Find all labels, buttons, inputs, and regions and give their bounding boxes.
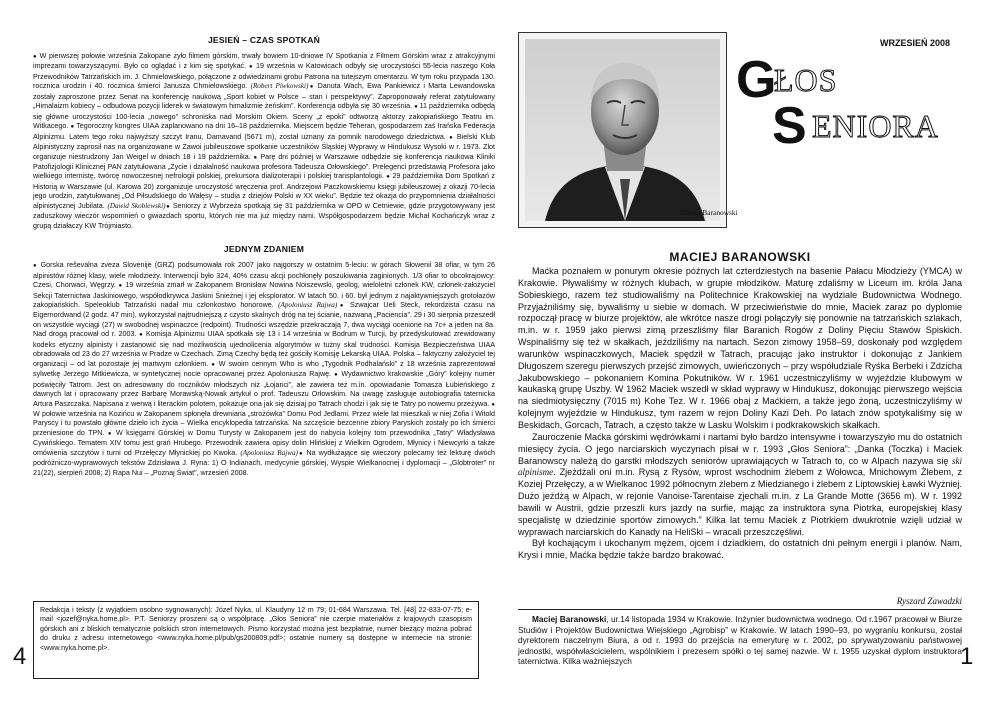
author-signature: (Robert Piwkowski) xyxy=(250,82,309,91)
news-item: Danuta Wach, Ewa Pankiewicz i Marta Lewandowska zostały zaproszone przez Senat na konferencję naukową „Sport kobiet w Polsce – stan i perspektywy”. Zaproponowały referat zatytułowany „Himalaizm kobiecy – odbudowa pozycji liderek w światowym himalizmie żeńskim”. Konferencja odbyła się 30 września. xyxy=(33,82,495,111)
bullet-icon: ● xyxy=(308,84,318,91)
news-item: W swoim cennym Who is who „Tygodnik Podhalański” z 18 września zaprezentował sylwetkę Jerzego Mitkiewicza, w syntetycznej nocie opracowanej przez Apoloniusza Rajwę. xyxy=(33,359,496,379)
bullet-icon: ● xyxy=(386,174,393,181)
masthead-rest-losu: ŁOS xyxy=(774,62,838,98)
masthead-rest-eniora: ENIORA xyxy=(812,108,939,144)
portrait-photo-frame xyxy=(518,32,727,228)
bio-text: , ur.14 listopada 1934 w Krakowie. Inżynier budownictwa wodnego. Od r.1967 pracował w Biurze Studiów i Projektów Budownictwa Wiejskiego „Agrobisp” w Krakowie. W latach 1990–93, po wygraniu konkursu, został dyrektorem naczelnym Biura, a od r. 1993 do przejścia na emeryturę w r. 2002, po sprywatyzowaniu państwowej jednostki, współwłaścicielem, wspólnikiem i prezesem spółki o tej samej nazwie. W r. 1955 uzyskał dyplom instruktora taternictwa. Kilka ważniejszych xyxy=(518,614,962,667)
article-title: MACIEJ BARANOWSKI xyxy=(669,250,811,264)
news-item: Na wydłużające się wieczory polecamy też lekturę dwóch podróżniczo-wyprawowych tekstów Zdzisława J. Ryna: 1) O Indianach, medycynie górskiej, Wyspie Wielkanocnej i dyplomacji – „Globtroter” nr 21(22), sierpień 2008; 2) Rapa Nui – „Poznaj Świat”, wrzesień 2008. xyxy=(33,448,495,477)
bullet-icon: ● xyxy=(491,401,495,408)
bullet-icon: ● xyxy=(211,361,219,368)
section-body-jednym-zdaniem xyxy=(33,261,495,478)
photo-caption: Maciej Baranowski xyxy=(680,208,738,217)
section-title-jednym-zdaniem: JEDNYM ZDANIEM xyxy=(223,244,305,255)
page-number-right: 1 xyxy=(960,643,974,670)
masthead-initial-g: G xyxy=(736,51,777,109)
bio-paragraph xyxy=(518,614,962,667)
article-body xyxy=(518,266,962,562)
page-number-left: 4 xyxy=(13,643,27,670)
news-item: Parę dni później w Warszawie odbędzie się konferencja naukowa Kliniki Patofizjologii Klinicznej PAN zatytułowana „Życie i działalność naukowa profesora Tadeusza Orłowskiego”. Prelegenci przedstawią Profesora jako wielkiego internistę, twórcę nowoczesnej nefrologii polskiej, prekursora dializoterapii i polskiej transplantologii. xyxy=(33,152,495,181)
section-title-jesien: JESIEŃ – CZAS SPOTKAŃ xyxy=(207,35,321,45)
bullet-icon: ● xyxy=(449,134,457,141)
author-signature: (Apoloniusz Rajwa) xyxy=(278,300,338,309)
news-item: 29 października Dom Spotkań z Historią w Warszawie (ul. Karowa 20) zorganizuje uroczystość wręczenia prof. Andrzejowi Paczkowskiemu księgi jubileuszowej z okazji 70-lecia jego urodzin, zatytułowanej „Od Piłsudskiego do Wałęsy – studia z dziejów Polski w XX wieku”. Będzie też okazja do przypomnienia działalności alpinistycznej Jubilata. xyxy=(33,172,495,210)
bullet-icon: ● xyxy=(297,450,307,457)
bio-divider xyxy=(518,609,962,610)
issue-date: WRZESIEŃ 2008 xyxy=(880,38,951,48)
news-item: Gorska reševalna zveza Slovenije (GRZ) podsumowała rok 2007 jako najgorszy w ostatnim 5-leciu: w górach Słowenii 38 ofiar, w tym 26 alpinistów różnej klasy, wiele młodzieży. Interwencji było 324, 40% czasu akcji pochłonęły poszukiwania zaginionych. 1/3 ofiar to obcokrajowcy: Czesi, Chorwaci, Węgrzy. xyxy=(33,261,495,290)
masthead-initial-s: S xyxy=(772,97,807,155)
news-item: Tegoroczny kongres UIAA zaplanowano na dni 16–18 października. Miejscem będzie Teheran, gospodarzem zaś Irańska Federacja Alpinizmu. Latem tego roku najwyższy szczyt Iranu, Damavand (5671 m), został uznany za pomnik narodowego dziedzictwa. xyxy=(33,122,495,141)
news-item: W księgarni Górskiej w Domu Turysty w Zakopanem jest do nabycia kolejny tom przewodnika „Tatry” Władysława Cywińskiego. Tematem XIV tomu jest grań Hrubego. Przewodnik zawiera opisy dolin Hlińskiej z Wielkim Ogrodem, Młynicy i Niewcyrki a także omówienia szczytów i turni od Przełęczy Młynickiej po Kwoka. xyxy=(33,428,495,457)
author-signature: (Dawid Skoblewski) xyxy=(107,201,166,210)
news-item: 19 września w Katowicach odbyły się uroczystości 55-lecia naszego Koła Przewodników Tatrzańskich im. J. Chmielowskiego, połączone z odwiedzinami grobu Patrona na tutejszym cmentarzu. W tym roku przypada 130. rocznica urodzin i 40. rocznica śmierci Janusza Chmielowskiego. xyxy=(33,62,495,91)
bullet-icon: ● xyxy=(337,302,350,309)
news-item: Seniorzy z Wybrzeża spotkają się 31 października w OPO w Cetniewie, gdzie przygotowywany jest zaduszkowy wieczór wspomnień o gwiazdach sportu, których nie ma już między nami. Współgospodarzem będzie Michał Kochańczyk wraz z grupą działaczy KW Trójmiasto. xyxy=(33,201,495,230)
bio-name: Maciej Baranowski xyxy=(532,614,607,624)
article-paragraph-2-end: . Zjeżdżali oni m.in. Rysą z Rysów, wprost wschodnim żlebem z Wołowca, Mnichowym Żlebem, z Koziej Przełęczy, a w Wielkanoc 1992 północnym żlebem z Miedzianego i żlebem z Liptowskiej Ławki Wyżniej. Dużo jeżdżą w Alpach, w rejonie Vanoise-Tarentaise zjechali m.in. z La Grande Motte (3656 m). W r. 1992 bawili w Austrii, gdzie przeszli kurs jazdy na surfie, mając za instruktora syna Piotrka, europejskiej klasy specjalistę w dziedzinie sportów zimowych.” Kilka lat temu Maciek z Piotrkiem dwukrotnie wzięli udział w wyprawach narciarskich do Kanady na HeliSki – wracali przeszczęśliwi. xyxy=(518,467,962,537)
article-paragraph-2-start: Zauroczenie Maćka górskimi wędrówkami i nartami było bardzo intensywne i towarzyszyło mu do ostatnich miesięcy życia. O jego narciarskich wyczynach pisał w r. 1993 „Głos Seniora”: „Danka (Toczka) i Maciek Baranowscy należą do garstki młodszych seniorów uprawiających w Tatrach to, co w Alpach nazywa się xyxy=(518,431,962,466)
news-item: Komisja Alpinizmu UIAA spotkała się 13 i 14 września w Bodrum w Turcji, by przedyskutować zrewidowany kodeks etyczny alpinisty i zastanowić się nad możliwością ujednolicenia algorytmów w tużny skal trudności. Komisja Bezpieczeństwa UIAA obradowała od 23 do 27 września w Pradze w Czechach. Zimą Czechy będą też gościły Komisję Lekarską UIAA. Polska – faktyczny założyciel tej organizacji – od lat pozostaje jej martwym członkiem. xyxy=(33,330,496,368)
article-paragraph-3: Był kochającym i ukochanym mężem, ojcem i dziadkiem, do ostatnich dni pełnym energii i planów. Nam, Krysi i mnie, Maćka będzie także bardzo brakować. xyxy=(518,538,962,561)
news-item: Wydawnictwo krakowskie „Góry” kolejny numer poświęciły Tatrom. Jest on adresowany do roczników młodszych niż „Łojanci”, ale zawiera też m.in. opowiadanie Tomasza Łubieńskiego z dawnych lat i opracowany przez Barbarę Morawską-Nowak artykuł o prof. Tadeuszu Orłowskim. Na uwagę zasługuje autobiografia taternicka Artura Paszczaka. Napisana z werwą i literackim polotem, pokazuje ona jak się dzisiaj po Tatrach chodzi i jak się te Tatry po nowemu przeżywa. xyxy=(33,370,495,408)
portrait-photo xyxy=(525,39,720,221)
editorial-footer-box: Redakcja i teksty (z wyjątkiem osobno sygnowanych): Józef Nyka, ul. Klaudyny 12 m 79; 01-684 Warszawa. Tel. [48] 22-833-07-75; e-mail <jozef@nyka.home.pl>. P.T. Seniorzy proszeni są o współpracę. „Głos Seniora” nie czerpie materiałów z krajowych czasopism górskich ani z bliskich tematycznie polskich stron internetowych. Pismo korzystać można jest bezpłatnie, numer bieżący można pobrać do druku z adresu internetowego <www.nyka.home.pl/pub/gs200809.pdf>; ostatnie numery są dostępne w internecie na stronie: <www.nyka.home.pl>. xyxy=(33,601,479,679)
bullet-icon: ● xyxy=(139,332,146,339)
article-paragraph-2 xyxy=(518,432,962,539)
article-paragraph-1: Maćka poznałem w ponurym okresie późnych lat czterdziestych na basenie Pałacu Młodzieży (YMCA) w Krakowie. Pływaliśmy w różnych klubach, w grupie młodzików. Maturę zdaliśmy w Liceum im. króla Jana Sobieskiego, razem też studiowaliśmy na Politechnice Krakowskiej na wydziale Budownictwa Wodnego. Przyjaźniliśmy się, bywaliśmy u siebie w domach. W przeciwieństwie do mnie, Maciek zaraz po dyplomie rozpoczął pracę w biurze projektów, ale wkrótce nasze drogi połączyły się ponownie na tatrzańskich szlakach, m.in. w r. 1959 jako pierwsi zimą przeszliśmy filar Baranich Rogów z Doliny Pięciu Stawów Spiskich. Wspinaliśmy się też w skałkach, jeździliśmy na nartach. Sezon zimowy 1958–59, doskonały pod względem warunków wspinaczkowych, Maciek spędził w Tatrach, pracując jako instruktor i dokonując z Jankiem Długoszem szeregu pierwszych przejść zimowych, uwieńczonych – przy współudziale Ryśka Berbeki i Zdzicha Jakubowskiego – pokonaniem Komina Pokutników. W r. 1961 uczestniczyliśmy w wyjeździe klubowym w kaukaską grupę Uszby. W 1962 Maciek wszedł w skład wyprawy w Hindukusz, dokonując pierwszego wejścia na siedmiotysięczny (7015 m) Kohe Tez. W r. 1966 obaj z Maćkiem, a także jego żoną, uczestniczyliśmy w kolejnym wyjeździe w Hindukusz, tym razem w rejon Doliny Kazi Deh. Po latach znów spotykaliśmy się w Beskidach, Gorcach, Tatrach, a często także w Lasku Wolskim i podkrakowskich skałkach. xyxy=(518,266,962,430)
news-item: Szwajcar Ueli Steck, rekordzista czasu na Eigernordwand (2 godz. 47 min), wykorzystał najtrudniejszą z czysto skalnych dróg na tej ścianie, nazwaną „Paciencia”. 29 i 30 sierpnia przeszedł on wszystkie wyciągi (27) w swobodnej wspinaczce (redpoint). Trudności wszędzie przekraczają 7, dwa wyciągi ocenione na 7c+ a jeden na 8a. Nad drogą pracował od r. 2003. xyxy=(33,300,496,339)
author-signature: (Apoloniusz Rajwa) xyxy=(240,448,298,457)
news-item: W pierwszej połowie września Zakopane żyło filmem górskim, trwały bowiem 10-dniowe IV Spotkania z Filmem Górskim wraz z atrakcyjnymi imprezami towarzyszącymi. Było co oglądać i z kim się spotykać. xyxy=(33,52,495,71)
section-body-jesien xyxy=(33,52,495,231)
news-item: 19 września zmarł w Zakopanem Bronisław Nowina Noiszewski, geolog, wieloletni członek KW, członek-założyciel Sekcji Taternictwa Jaskiniowego, współodkrywca Jaskini Śnieżnej i jej eksplorator. W latach 50. i 60. był jednym z najaktywniejszych grotołazów zakopiańskich. Speleoklub Tatrzański nadał mu członkostwo honorowe. xyxy=(33,281,495,309)
bullet-icon: ● xyxy=(107,430,116,437)
bullet-icon: ● xyxy=(414,104,420,111)
news-item: Bielski Klub Alpinistyczny zaprosił nas na organizowane w Zawoi jubileuszowe spotkanie uczestników Śląskiej Wyprawy w Hindukusz Wysoki w r. 1973. Zlot organizuje niestrudzony Jan Weigel w dniach 18 i 19 października. xyxy=(33,132,495,161)
bullet-icon: ● xyxy=(118,283,126,290)
article-paragraph-2-italic: ski alpinisme xyxy=(518,455,962,478)
article-author: Ryszard Zawadzki xyxy=(896,596,962,606)
left-page-column xyxy=(33,32,495,478)
bullet-icon: ● xyxy=(334,372,342,379)
bio-note xyxy=(518,614,962,667)
bullet-icon: ● xyxy=(70,124,77,131)
bullet-icon: ● xyxy=(248,64,257,71)
news-item: 11 października odbędą się główne uroczystości 100-lecia „nowego” schroniska nad Morskim Okiem. Sceny „z epoki” odtworzą aktorzy zakopiańskiego Teatru im. Witkacego. xyxy=(33,102,495,131)
news-item: W połowie września na Kozińcu w Zakopanem spłonęła drewniana „strożówka” Domu Pod Jedlami. Przez wiele lat mieszkali w niej Zofia i Witold Paryscy i tu powstało główne dzieło ich życia – Wielka encyklopedia tatrzańska. Na szczęście bezcenne zbiory Paryskich zostały po ich śmierci przeniesione do TPN. xyxy=(33,409,495,437)
bullet-icon: ● xyxy=(165,203,173,210)
bullet-icon: ● xyxy=(33,54,40,60)
bullet-icon: ● xyxy=(33,263,41,270)
bullet-icon: ● xyxy=(253,154,261,161)
section-jednym-zdaniem xyxy=(33,244,495,478)
